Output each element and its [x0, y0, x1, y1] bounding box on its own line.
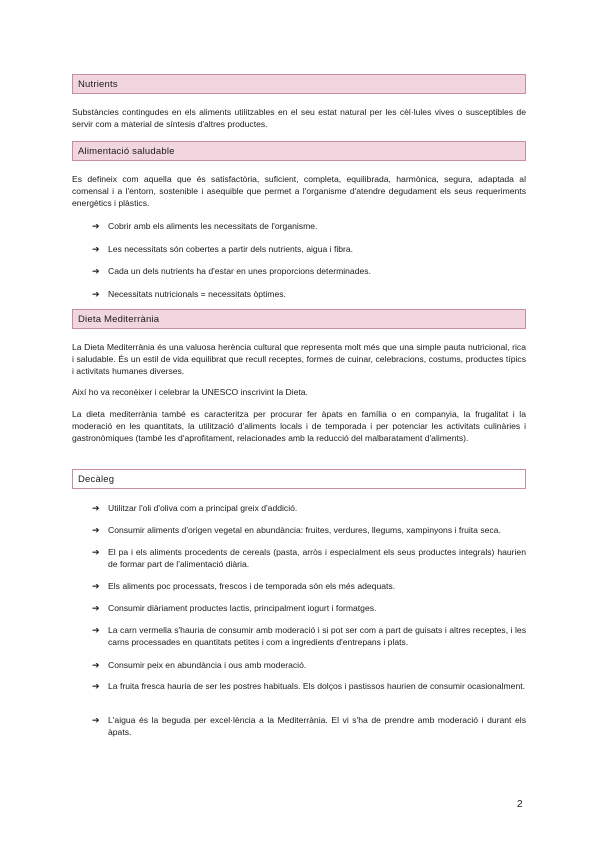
page-number: 2 [517, 799, 523, 810]
nutrients-definition: Substàncies contingudes en els aliments utilitzables en el seu estat natural per les cèl·lules vives o susceptibles de servir com a material de síntesis d'altres productes. [72, 107, 526, 129]
list-item: ➔ Consumir aliments d'origen vegetal en abundància: fruites, verdures, llegums, xampinyons i fruita seca. [92, 525, 501, 535]
mediterranean-paragraph: Així ho va reconèixer i celebrar la UNESCO inscrivint la Dieta. [72, 387, 308, 397]
section-header-healthy-eating [72, 141, 526, 161]
section-title: Dieta Mediterrània [78, 314, 160, 325]
arrow-right-icon: ➔ [92, 547, 100, 557]
list-item: ➔ L'aigua és la beguda per excel·lència a la Mediterrània. El vi s'ha de prendre amb moderació i durant els àpats. [92, 715, 526, 737]
arrow-right-icon: ➔ [92, 603, 100, 613]
arrow-right-icon: ➔ [92, 681, 100, 691]
section-header-decalogue [72, 469, 526, 489]
list-item: ➔ Cobrir amb els aliments les necessitats de l'organisme. [92, 221, 318, 231]
arrow-right-icon: ➔ [92, 503, 100, 513]
list-item: ➔ Les necessitats són cobertes a partir dels nutrients, aigua i fibra. [92, 244, 354, 254]
arrow-right-icon: ➔ [92, 221, 100, 231]
arrow-right-icon: ➔ [92, 266, 100, 276]
list-item: ➔ Consumir peix en abundància i ous amb moderació. [92, 660, 307, 670]
list-item: ➔ La fruita fresca hauria de ser les postres habituals. Els dolços i pastissos haurien de consumir ocasionalment. [92, 681, 526, 691]
arrow-right-icon: ➔ [92, 715, 100, 725]
list-item: ➔ Consumir diàriament productes lactis, principalment iogurt i formatges. [92, 603, 377, 613]
list-item: ➔ Utilitzar l'oli d'oliva com a principal greix d'addició. [92, 503, 298, 513]
mediterranean-paragraph: La Dieta Mediterrània és una valuosa herència cultural que representa molt més que una simple pauta nutricional, rica i saludable. És un estil de vida equilibrat que recull receptes, formes de cuinar, celebracions, costums, productes típics i activitats humanes diverses. [72, 342, 526, 376]
arrow-right-icon: ➔ [92, 660, 100, 670]
arrow-right-icon: ➔ [92, 581, 100, 591]
section-header-mediterranean-diet [72, 309, 526, 329]
arrow-right-icon: ➔ [92, 625, 100, 635]
section-header-nutrients [72, 74, 526, 94]
arrow-right-icon: ➔ [92, 525, 100, 535]
section-title: Decàleg [78, 474, 115, 485]
section-title: Nutrients [78, 79, 118, 90]
section-title: Alimentació saludable [78, 146, 175, 157]
list-item: ➔ El pa i els aliments procedents de cereals (pasta, arròs i especialment els seus productes integrals) haurien de formar part de l'alimentació diària. [92, 547, 526, 569]
list-item: ➔ Necessitats nutricionals = necessitats òptimes. [92, 289, 286, 299]
list-item: ➔ La carn vermella s'hauria de consumir amb moderació i si pot ser com a part de guisats i altres receptes, i les carns processades en quantitats petites i com a ingredients d'entrepans i plats. [92, 625, 526, 647]
list-item: ➔ Els aliments poc processats, frescos i de temporada són els més adequats. [92, 581, 396, 591]
arrow-right-icon: ➔ [92, 244, 100, 254]
list-item: ➔ Cada un dels nutrients ha d'estar en unes proporcions determinades. [92, 266, 371, 276]
healthy-eating-definition: Es defineix com aquella que és satisfactòria, suficient, completa, equilibrada, harmònica, segura, adaptada al comensal i a l'entorn, sostenible i asequible que permet a l'organisme d'atendre degudament els seus requeriments energètics i plàstics. [72, 174, 526, 208]
mediterranean-paragraph: La dieta mediterrània també es caracteritza per procurar fer àpats en família o en companyia, la frugalitat i la moderació en les quantitats, la utilització d'aliments locals i de temporada i per potenciar les activitats culinàries i gastronòmiques (també les d'aprofitament, relacionades amb la reducció del malbaratament d'aliments). [72, 409, 526, 443]
arrow-right-icon: ➔ [92, 289, 100, 299]
